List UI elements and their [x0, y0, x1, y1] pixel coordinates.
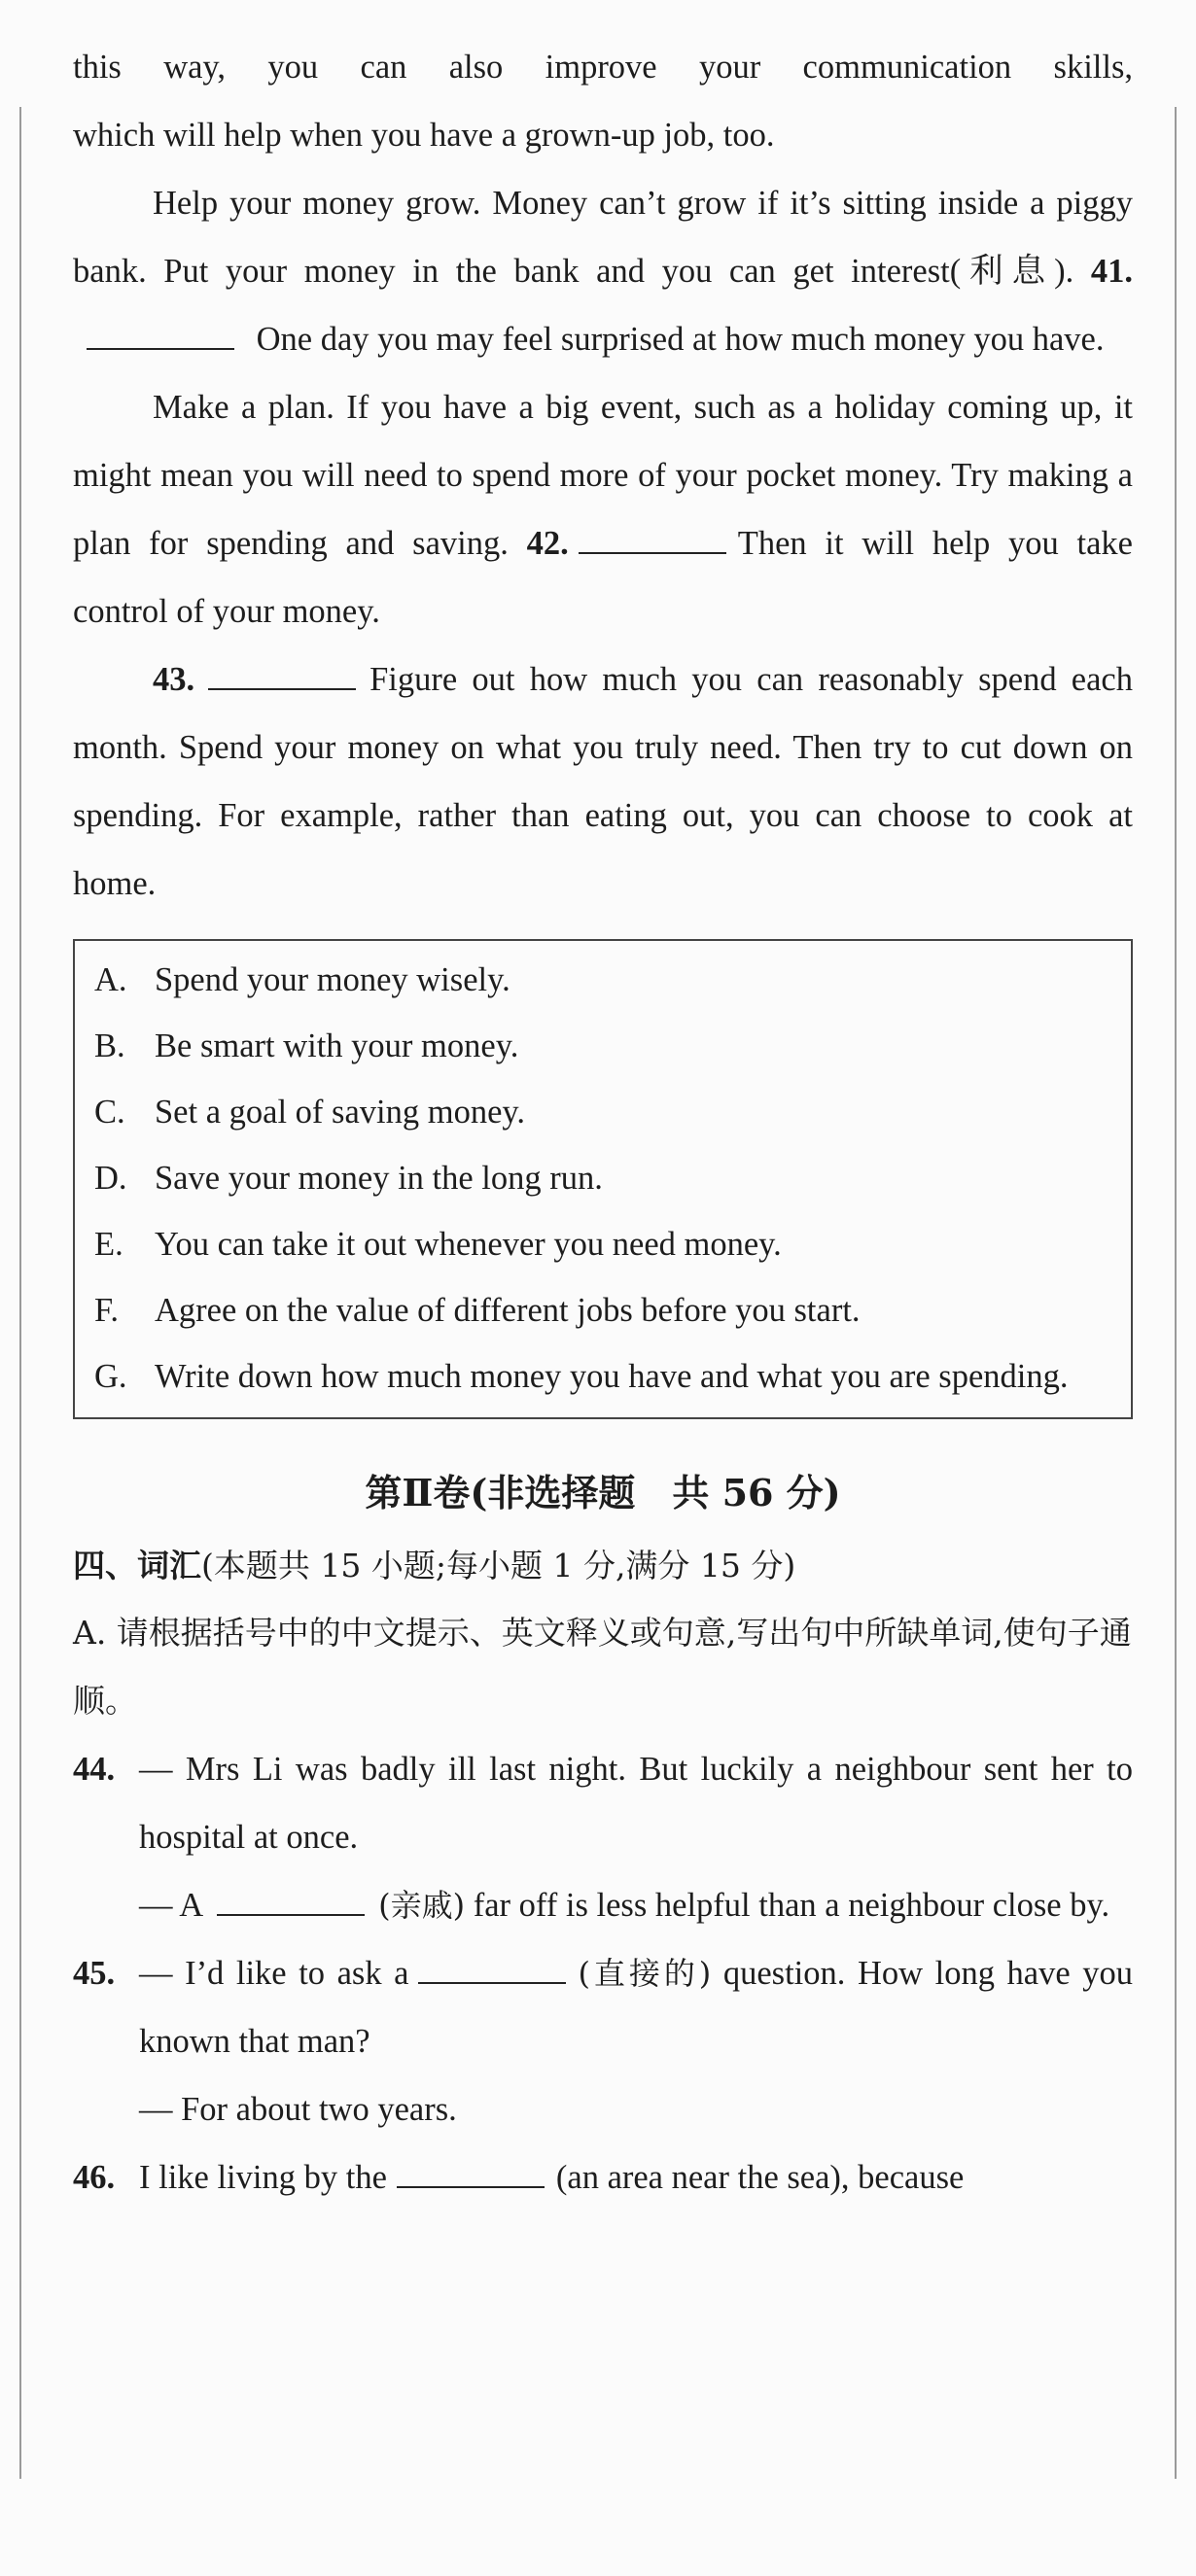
paragraph-grow — [73, 169, 1133, 373]
option-letter: G. — [94, 1358, 127, 1395]
answer-blank-46[interactable] — [397, 2161, 545, 2188]
option-text: You can take it out whenever you need money. — [155, 1226, 782, 1263]
option-c — [94, 1079, 1131, 1145]
q44-line-1: — Mrs Li was badly ill last night. But luckily a neighbour sent her to hospital at once. — [139, 1751, 1133, 1856]
question-46 — [73, 2143, 1133, 2211]
option-g — [94, 1343, 1131, 1410]
question-number-45: 45. — [73, 1955, 116, 1992]
para-line-2: which will help when you have a grown-up job, too. — [73, 117, 775, 154]
q45-text-b: question. How long have you known that man? — [139, 1955, 1133, 2060]
question-45 — [73, 1939, 1133, 2143]
para-line-1: this way, you can also improve your communication skills, — [73, 49, 1133, 86]
q44-hint: (亲戚) — [378, 1887, 466, 1924]
q46-text-a: I like living by the — [139, 2159, 387, 2196]
right-margin-rule — [1175, 107, 1177, 2479]
para-plan-text-a: Make a plan. If you have a big event, such as a holiday coming up, it might mean you will need to spend more of your pocket money. Try making a plan for spending and saving. — [73, 389, 1133, 562]
answer-blank-41[interactable] — [87, 323, 234, 350]
question-number-41: 41. — [1090, 253, 1133, 290]
paragraph-43 — [73, 645, 1133, 918]
option-text: Save your money in the long run. — [155, 1160, 603, 1197]
para-43-text: Figure out how much you can reasonably spend each month. Spend your money on what you truly need. Then try to cut down on spending. For example, rather than eating out, you can choose to cook at home. — [73, 661, 1133, 902]
option-f — [94, 1277, 1131, 1343]
option-text: Be smart with your money. — [155, 1027, 519, 1064]
option-letter: A. — [94, 961, 127, 998]
paragraph-plan — [73, 373, 1133, 645]
option-text: Spend your money wisely. — [155, 961, 510, 998]
q46-text-b: (an area near the sea), because — [555, 2159, 965, 2196]
option-e — [94, 1211, 1131, 1277]
vocab-heading-label: 四、词汇 — [73, 1547, 201, 1584]
q45-line-2: — For about two years. — [139, 2091, 457, 2128]
q44-line-2 — [139, 1871, 1133, 1939]
option-text: Write down how much money you have and what you are spending. — [155, 1358, 1069, 1395]
vocab-heading — [73, 1534, 1133, 1599]
answer-blank-45[interactable] — [418, 1957, 566, 1984]
answer-blank-44[interactable] — [217, 1889, 365, 1916]
question-number-46: 46. — [73, 2159, 116, 2196]
vocab-heading-sub: (本题共 15 小题;每小题 1 分,满分 15 分) — [201, 1547, 796, 1584]
question-number-43: 43. — [153, 661, 195, 698]
q44-text-b: far off is less helpful than a neighbour close by. — [473, 1887, 1110, 1924]
vocab-instructions: A. 请根据括号中的中文提示、英文释义或句意,写出句中所缺单词,使句子通顺。 — [73, 1614, 1132, 1720]
option-text: Set a goal of saving money. — [155, 1094, 526, 1131]
question-number-44: 44. — [73, 1751, 116, 1788]
option-a — [94, 947, 1131, 1013]
para-grow-text-a: Help your money grow. Money can’t grow if it’s sitting inside a piggy bank. Put your money in the bank and you can get interest(利息). — [73, 185, 1133, 290]
para-grow-text-b: One day you may feel surprised at how much money you have. — [256, 321, 1105, 358]
question-number-42: 42. — [526, 525, 569, 562]
options-box — [73, 939, 1133, 1419]
left-margin-rule — [19, 107, 21, 2479]
q46-line-1 — [139, 2143, 1133, 2211]
option-b — [94, 1013, 1131, 1079]
paragraph-continued — [73, 33, 1133, 169]
para-plan-text-b: Then it will help you take control of your money. — [73, 525, 1133, 630]
answer-blank-42[interactable] — [579, 527, 726, 554]
q45-line-1 — [139, 1939, 1133, 2075]
option-d — [94, 1145, 1131, 1211]
option-letter: D. — [94, 1160, 127, 1197]
question-44 — [73, 1735, 1133, 1939]
option-letter: C. — [94, 1094, 125, 1131]
option-text: Agree on the value of different jobs before you start. — [155, 1292, 861, 1329]
q44-text-a: — A — [139, 1887, 204, 1924]
section-title: 第Ⅱ卷(非选择题 共 56 分) — [365, 1471, 841, 1514]
answer-blank-43[interactable] — [208, 663, 356, 690]
option-letter: E. — [94, 1226, 123, 1263]
option-letter: F. — [94, 1292, 120, 1329]
option-letter: B. — [94, 1027, 125, 1064]
q45-hint: (直接的) — [578, 1955, 712, 1992]
q45-text-a: — I’d like to ask a — [139, 1955, 409, 1992]
content-column — [73, 49, 1133, 2211]
